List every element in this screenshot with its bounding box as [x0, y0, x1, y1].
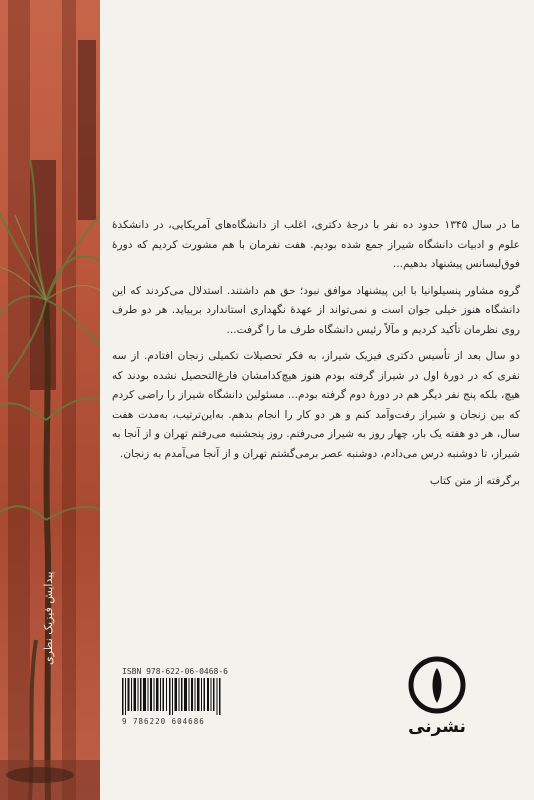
isbn-label: ISBN 978-622-06-0468-6 [122, 667, 228, 676]
paragraph: گروه مشاور پنسیلوانیا با این پیشنهاد موافق نبود؛ حق هم داشتند. استدلال می‌کردند که این دانشگاه هنوز خیلی جوان است و نمی‌تواند از عهدهٔ نگهداری استاندارد بربیاید. هر دو طرف روی نظرمان تأکید کردیم و مآلاً رئیس دانشگاه طرف ما را گرفت... [112, 284, 520, 336]
palm-plant-illustration [0, 0, 100, 800]
barcode [122, 678, 222, 715]
paragraph: ما در سال ۱۳۴۵ حدود ده نفر با درجهٔ دکتری، اغلب از دانشگاه‌های آمریکایی، در دانشکدهٔ علوم و ادبیات دانشگاه شیراز جمع شده بودیم. هفت نفرمان با هم مشورت کردیم که دورهٔ فوق‌لیسانس پیشنهاد بدهیم... [112, 219, 521, 270]
paragraph: دو سال بعد از تأسیس دکتری فیزیک شیراز، به فکر تحصیلات تکمیلی زنجان افتادم. از سه نفری که در دورهٔ اول در شیراز گرفته بودم هنوز هیچ‌کدامشان فارغ‌التحصیل نشده بودند که هیچ، بلکه پنج نفر دیگر هم در دورهٔ دوم گرفته بودم... مسئولین دانشگاه شیراز را راضی کردم که بین زنجان و شیراز رفت‌وآمد کنم و هر دو کار را انجام بدهم. به‌این‌ترتیب، به‌مدت هفت سال، هر دو هفته یک بار، چهار روز به شیراز می‌رفتم. روز پنجشنبه می‌رفتم تهران و از آنجا به شیراز، تا دوشنبه درس می‌دادم، دوشنبه عصر برمی‌گشتم تهران و از آنجا می‌آمدم به زنجان. [112, 350, 520, 460]
publisher-name: نشرنی [408, 717, 466, 737]
publisher-logo-icon [407, 655, 467, 715]
back-cover-text [112, 216, 520, 499]
source-note: برگرفته از متن کتاب [429, 475, 520, 487]
barcode-digits: 9 786220 604686 [122, 717, 205, 726]
cover-photo-strip [0, 0, 100, 800]
spine-title: پیدایش فیزیک نظری [42, 571, 55, 665]
